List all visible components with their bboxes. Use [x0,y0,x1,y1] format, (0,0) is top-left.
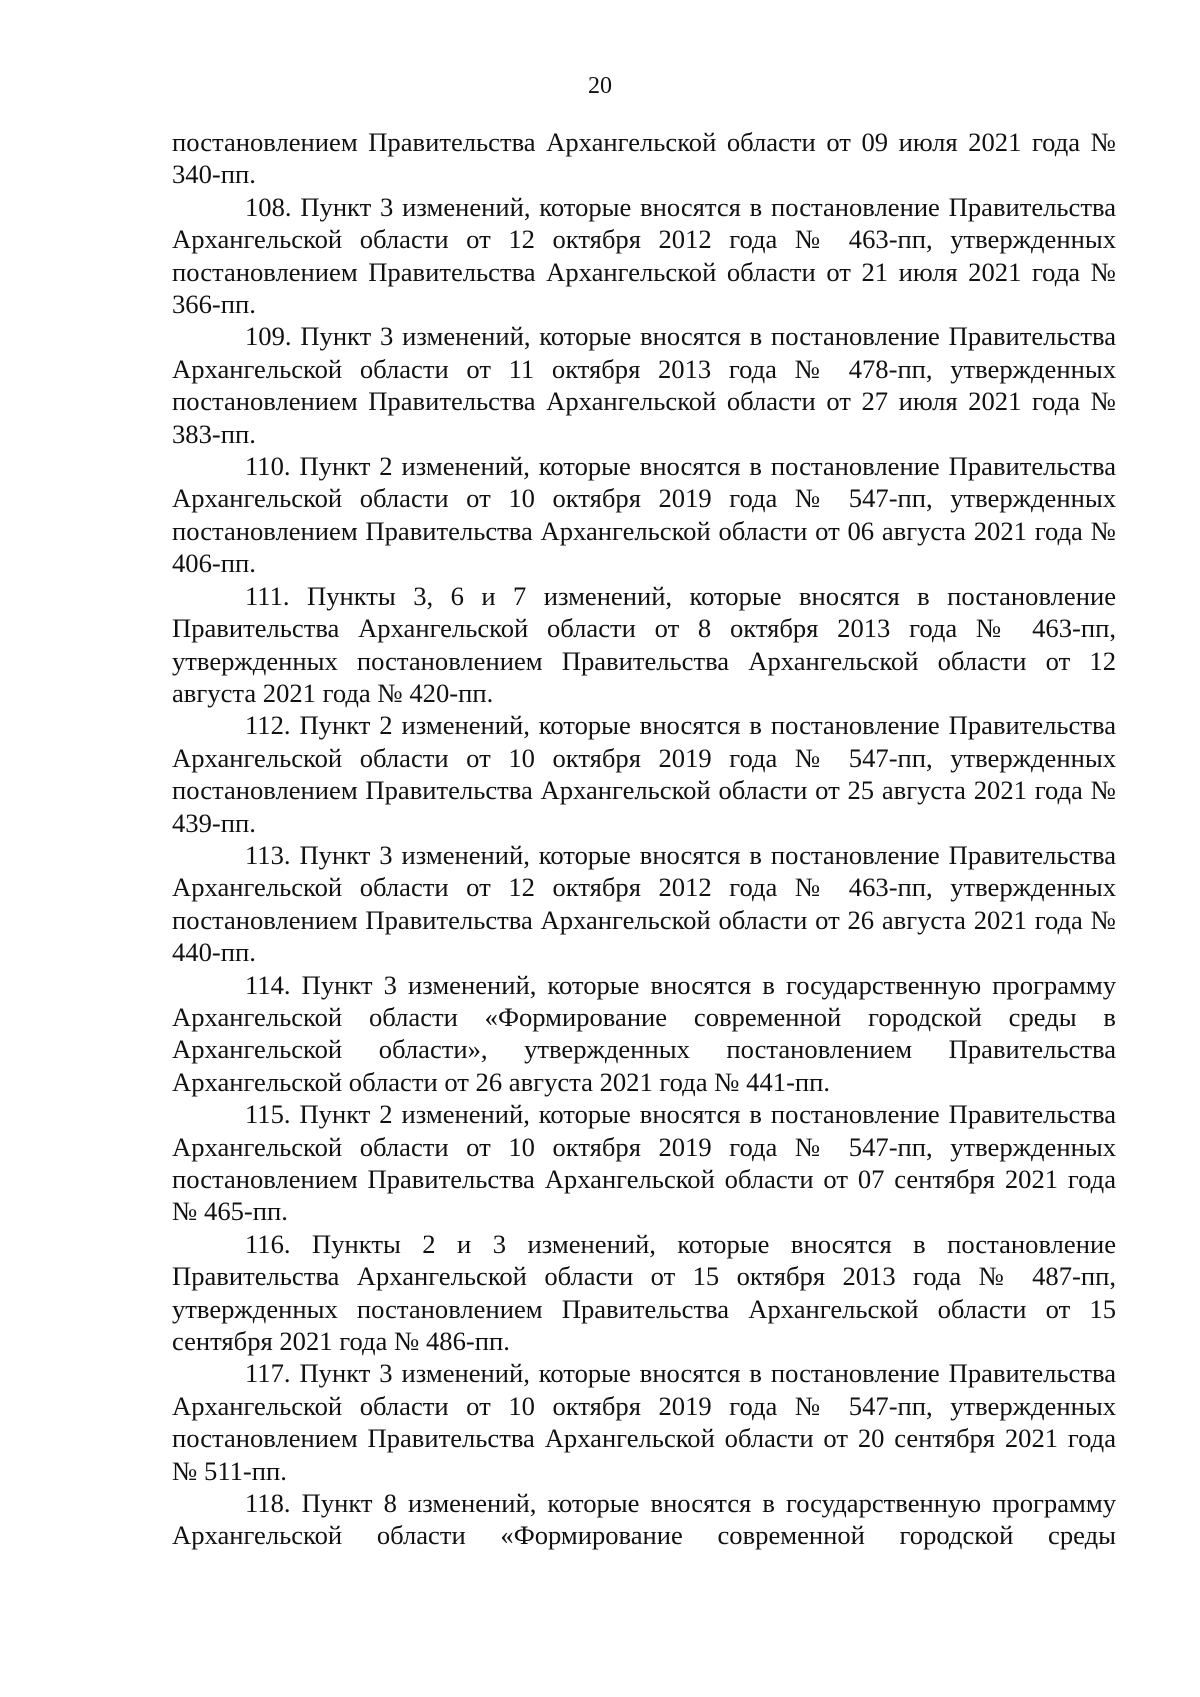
paragraph-117: 117. Пункт 3 изменений, которые вносятся в постановление Правительства Архангельской области от 10 октября 2019 года № 547-пп, утвержденных постановлением Правительства Архангельской области от 20 сентября 2021 года № 511-пп. [172,1358,1116,1486]
paragraph-113: 113. Пункт 3 изменений, которые вносятся в постановление Правительства Архангельской области от 12 октября 2012 года № 463-пп, утвержденных постановлением Правительства Архангельской области от 26 августа 2021 года № 440-пп. [172,839,1116,968]
paragraph-110: 110. Пункт 2 изменений, которые вносятся в постановление Правительства Архангельской области от 10 октября 2019 года № 547-пп, утвержденных постановлением Правительства Архангельской области от 06 августа 2021 года № 406-пп. [172,451,1116,579]
paragraph-114: 114. Пункт 3 изменений, которые вносятся в государственную программу Архангельской области «Формирование современной городской среды в Архангельской области», утвержденных постановлением Правительства Архангельской области от 26 августа 2021 года № 441-пп. [172,969,1116,1097]
paragraph-118: 118. Пункт 8 изменений, которые вносятся в государственную программу Архангельской области «Формирование современной городской среды [172,1488,1116,1551]
document-body [172,126,1116,1552]
page-number: 20 [588,73,612,99]
paragraph-112: 112. Пункт 2 изменений, которые вносятся в постановление Правительства Архангельской области от 10 октября 2019 года № 547-пп, утвержденных постановлением Правительства Архангельской области от 25 августа 2021 года № 439-пп. [172,710,1116,838]
paragraph-108: 108. Пункт 3 изменений, которые вносятся в постановление Правительства Архангельской области от 12 октября 2012 года № 463-пп, утвержденных постановлением Правительства Архангельской области от 21 июля 2021 года № 366-пп. [172,191,1116,320]
paragraph-116: 116. Пункты 2 и 3 изменений, которые вносятся в постановление Правительства Архангельской области от 15 октября 2013 года № 487-пп, утвержденных постановлением Правительства Архангельской области от 15 сентября 2021 года № 486-пп. [172,1228,1116,1357]
paragraph-115: 115. Пункт 2 изменений, которые вносятся в постановление Правительства Архангельской области от 10 октября 2019 года № 547-пп, утвержденных постановлением Правительства Архангельской области от 07 сентября 2021 года № 465-пп. [172,1099,1116,1227]
paragraph-109: 109. Пункт 3 изменений, которые вносятся в постановление Правительства Архангельской области от 11 октября 2013 года № 478-пп, утвержденных постановлением Правительства Архангельской области от 27 июля 2021 года № 383-пп. [172,321,1116,449]
paragraph-continuation: постановлением Правительства Архангельской области от 09 июля 2021 года № 340-пп. [172,127,1116,190]
paragraph-111: 111. Пункты 3, 6 и 7 изменений, которые вносятся в постановление Правительства Архангельской области от 8 октября 2013 года № 463-пп, утвержденных постановлением Правительства Архангельской области от 12 августа 2021 года № 420-пп. [172,580,1116,708]
